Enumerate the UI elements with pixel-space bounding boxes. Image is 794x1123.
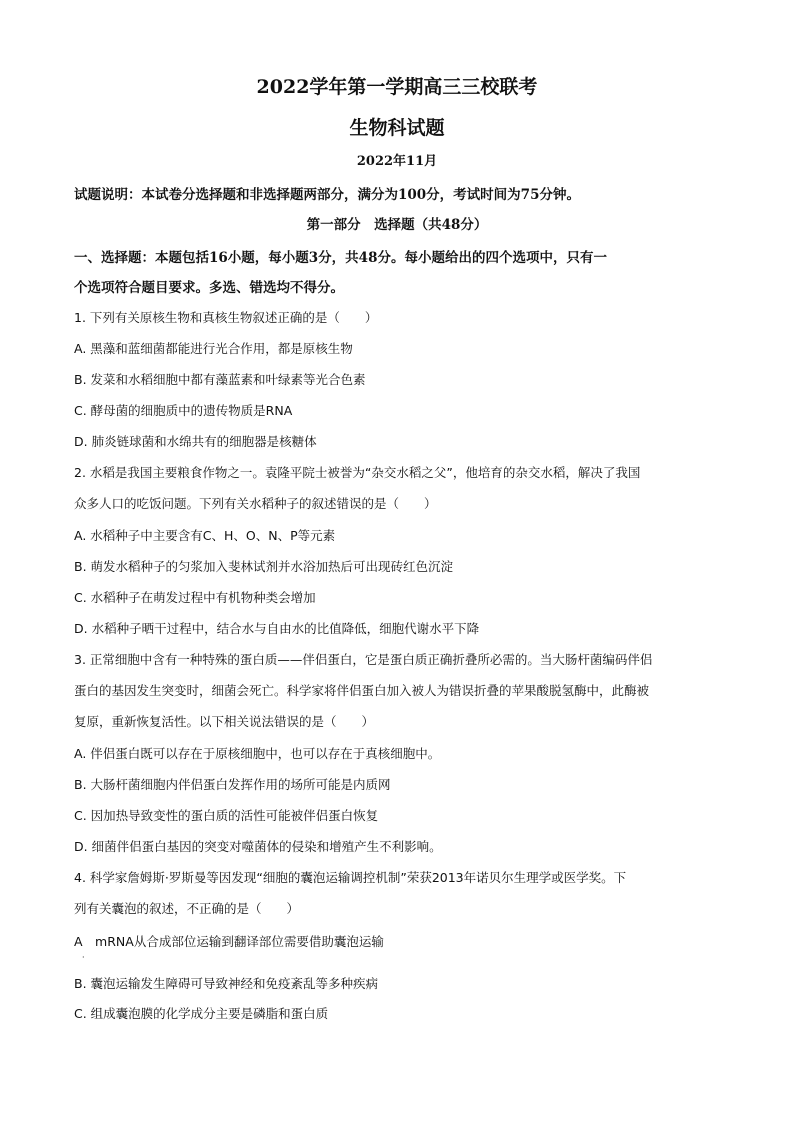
subject-title: 生物科试题 [349,117,445,139]
question-2-option-b: B. 萌发水稻种子的匀浆加入斐林试剂并水浴加热后可出现砖红色沉淀 [74,559,454,574]
exam-date: 2022年11月 [356,154,438,169]
question-3-option-d: D. 细菌伴侣蛋白基因的突变对噬菌体的侵染和增殖产生不利影响。 [74,839,442,854]
question-2-stem-line-2: 众多人口的吃饭问题。下列有关水稻种子的叙述错误的是（ ） [74,496,437,511]
question-4-option-b: B. 囊泡运输发生障碍可导致神经和免疫紊乱等多种疾病 [74,976,379,991]
question-3-option-c: C. 因加热导致变性的蛋白质的活性可能被伴侣蛋白恢复 [74,808,379,823]
question-2-option-c: C. 水稻种子在萌发过程中有机物种类会增加 [74,590,316,605]
stray-dot: · [82,953,85,962]
question-3-stem-line-3: 复原，重新恢复活性。以下相关说法错误的是（ ） [74,714,375,729]
question-1-option-a: A. 黑藻和蓝细菌都能进行光合作用，都是原核生物 [74,341,353,356]
question-3-option-a: A. 伴侣蛋白既可以存在于原核细胞中，也可以存在于真核细胞中。 [74,746,441,761]
question-1-option-d: D. 肺炎链球菌和水绵共有的细胞器是核糖体 [74,434,317,449]
question-3-stem-line-1: 3. 正常细胞中含有一种特殊的蛋白质——伴侣蛋白，它是蛋白质正确折叠所必需的。当大肠杆菌编码伴侣 [74,652,653,667]
section-description-line-2: 个选项符合题目要求。多选、错选均不得分。 [74,280,344,296]
question-4-stem-line-2: 列有关囊泡的叙述，不正确的是（ ） [74,901,300,916]
section-description-line-1: 一、选择题：本题包括16小题，每小题3分，共48分。每小题给出的四个选项中，只有一 [74,250,607,266]
question-3-stem-line-2: 蛋白的基因发生突变时，细菌会死亡。科学家将伴侣蛋白加入被人为错误折叠的苹果酸脱氢酶中，此酶被 [74,683,650,698]
question-1-stem: 1. 下列有关原核生物和真核生物叙述正确的是（ ） [74,310,378,325]
question-4-stem-line-1: 4. 科学家詹姆斯·罗斯曼等因发现“细胞的囊泡运输调控机制”荣获2013年诺贝尔生理学或医学奖。下 [74,870,627,885]
question-2-option-a: A. 水稻种子中主要含有C、H、O、N、P等元素 [74,528,336,543]
question-1-option-b: B. 发菜和水稻细胞中都有藻蓝素和叶绿素等光合色素 [74,372,366,387]
question-4-option-a: A mRNA从合成部位运输到翻译部位需要借助囊泡运输 [74,934,384,949]
exam-instructions: 试题说明：本试卷分选择题和非选择题两部分，满分为100分，考试时间为75分钟。 [74,187,580,203]
question-1-option-c: C. 酵母菌的细胞质中的遗传物质是RNA [74,403,293,418]
question-3-option-b: B. 大肠杆菌细胞内伴侣蛋白发挥作用的场所可能是内质网 [74,777,391,792]
question-2-stem-line-1: 2. 水稻是我国主要粮食作物之一。袁隆平院士被誉为“杂交水稻之父”，他培育的杂交水稻，解决了我国 [74,465,641,480]
exam-title: 2022学年第一学期高三三校联考 [256,76,538,98]
question-4-option-c: C. 组成囊泡膜的化学成分主要是磷脂和蛋白质 [74,1006,329,1021]
section-title: 第一部分 选择题（共48分） [306,217,488,233]
question-2-option-d: D. 水稻种子晒干过程中，结合水与自由水的比值降低，细胞代谢水平下降 [74,621,480,636]
